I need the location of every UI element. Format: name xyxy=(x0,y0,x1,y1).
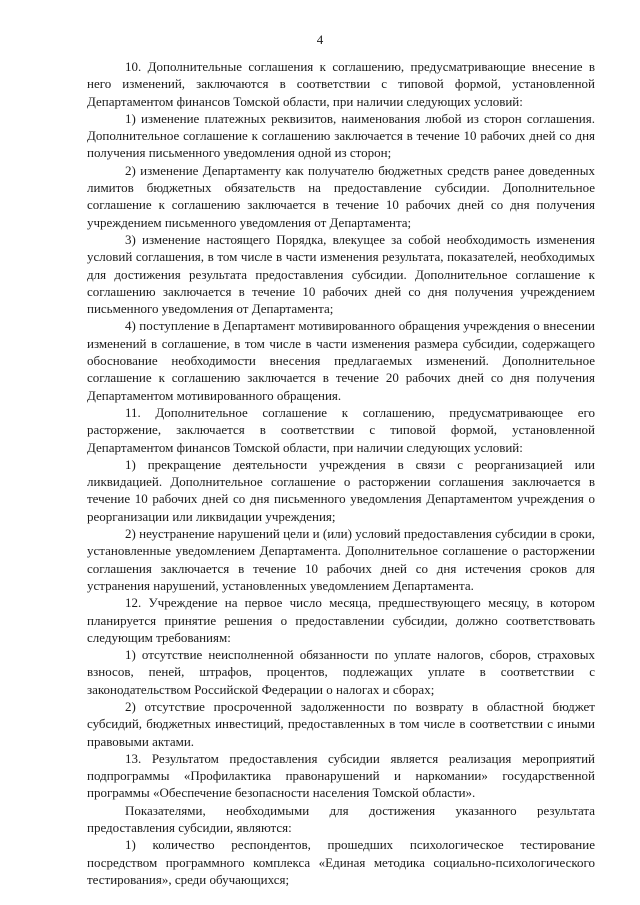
paragraph-11-item-1: 1) прекращение деятельности учреждения в связи с реорганизацией или ликвидацией. Дополнительное соглашение о расторжении соглашения заключается в течение 10 рабочих дней со дня письменного уведомления Департаментом учреждения о реорганизации или ликвидации учреждения; xyxy=(87,456,595,524)
paragraph-10-item-3: 3) изменение настоящего Порядка, влекущее за собой необходимость изменения условий соглашения, в том числе в части изменения результата, показателей, необходимых для достижения результата предоставления субсидии. Дополнительное соглашение к соглашению заключается в течение 10 рабочих дней со дня получения учреждением письменного уведомления от Департамента; xyxy=(87,231,595,317)
paragraph-10-item-1: 1) изменение платежных реквизитов, наименования любой из сторон соглашения. Дополнительное соглашение к соглашению заключается в течение 10 рабочих дней со дня получения письменного уведомления одной из сторон; xyxy=(87,110,595,161)
paragraph-10-item-2: 2) изменение Департаменту как получателю бюджетных средств ранее доведенных лимитов бюджетных обязательств на предоставление субсидии. Дополнительное соглашение к соглашению заключается в течение 10 рабочих дней со дня получения учреждением письменного уведомления от Департамента; xyxy=(87,162,595,230)
paragraph-10-item-4: 4) поступление в Департамент мотивированного обращения учреждения о внесении изменений в соглашение, в том числе в части изменения размера субсидии, содержащего обоснование необходимости внесения предлагаемых изменений. Дополнительное соглашение к соглашению заключается в течение 20 рабочих дней со дня получения Департаментом мотивированного обращения. xyxy=(87,318,595,403)
document-body xyxy=(87,58,595,888)
page-number: 4 xyxy=(316,32,324,47)
paragraph-11: 11. Дополнительное соглашение к соглашению, предусматривающее его расторжение, заключается в соответствии с типовой формой, установленной Департаментом финансов Томской области, при наличии следующих условий: xyxy=(87,404,595,455)
paragraph-10: 10. Дополнительные соглашения к соглашению, предусматривающие внесение в него изменений, заключаются в соответствии с типовой формой, установленной Департаментом финансов Томской области, при наличии следующих условий: xyxy=(87,59,595,109)
paragraph-indicators: Показателями, необходимыми для достижения указанного результата предоставления субсидии, являются: xyxy=(87,802,595,836)
paragraph-12-item-1: 1) отсутствие неисполненной обязанности по уплате налогов, сборов, страховых взносов, пеней, штрафов, процентов, подлежащих уплате в соответствии с законодательством Российской Федерации о налогах и сборах; xyxy=(87,647,595,697)
paragraph-12: 12. Учреждение на первое число месяца, предшествующего месяцу, в котором планируется принятие решения о предоставлении субсидии, должно соответствовать следующим требованиям: xyxy=(87,595,595,645)
paragraph-13: 13. Результатом предоставления субсидии является реализация мероприятий подпрограммы «Профилактика правонарушений и наркомании» государственной программы «Обеспечение безопасности населения Томской области». xyxy=(87,750,595,801)
paragraph-12-item-2: 2) отсутствие просроченной задолженности по возврату в областной бюджет субсидий, бюджетных инвестиций, предоставленных в том числе в соответствии с иными правовыми актами. xyxy=(87,698,595,749)
paragraph-indicators-item-1: 1) количество респондентов, прошедших психологическое тестирование посредством программного комплекса «Единая методика социально-психологического тестирования», среди обучающихся; xyxy=(87,837,595,887)
paragraph-11-item-2: 2) неустранение нарушений цели и (или) условий предоставления субсидии в сроки, установленные уведомлением Департамента. Дополнительное соглашение о расторжении соглашения заключается в течение 10 рабочих дней со дня истечения сроков для устранения нарушений, установленных уведомлением Департамента. xyxy=(87,526,595,593)
